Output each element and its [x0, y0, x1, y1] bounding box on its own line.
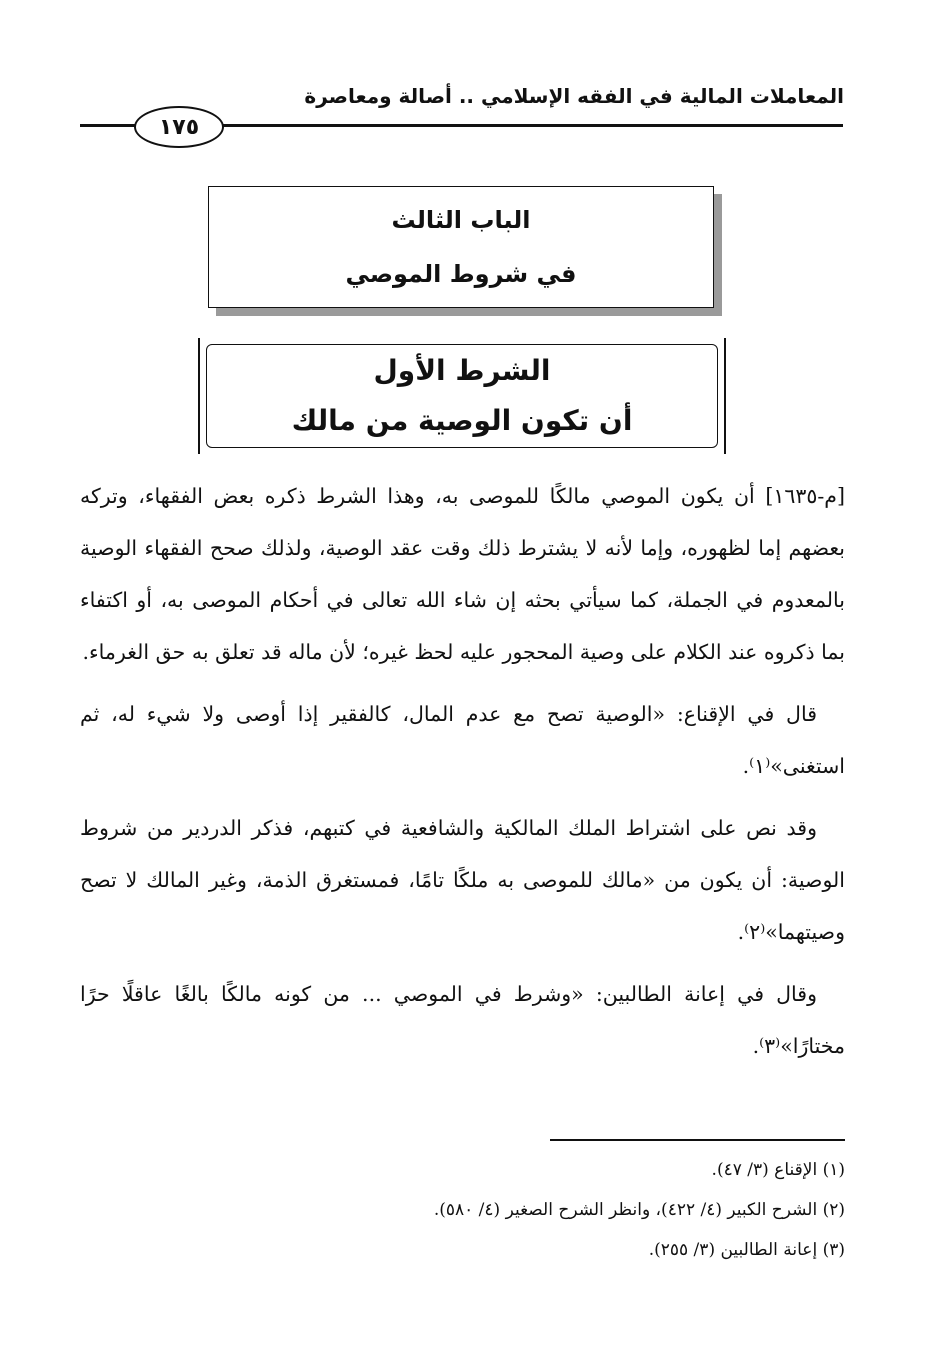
footnote-1: (١) الإقناع (٣/ ٤٧).	[711, 1160, 845, 1180]
chapter-title-box	[208, 186, 714, 308]
condition-heading: الشرط الأول	[373, 354, 551, 387]
condition-title-box	[198, 338, 726, 454]
page-number-badge	[134, 106, 224, 148]
paragraph-3: وقد نص على اشتراط الملك المالكية والشافعية في كتبهم، فذكر الدردير من شروط الوصية: أن يكون من «مالك للموصى به ملكًا تامًا، فمستغرق الذمة، وغير المالك لا تصح وصيتهما»⁽٢⁾.	[80, 816, 845, 944]
paragraph-4: وقال في إعانة الطالبين: «وشرط في الموصي ... من كونه مالكًا بالغًا عاقلًا حرًا مختارًا»⁽٣⁾.	[80, 982, 845, 1058]
body-text	[80, 470, 845, 1082]
paragraph-2: قال في الإقناع: «الوصية تصح مع عدم المال، كالفقير إذا أوصى ولا شيء له، ثم استغنى»⁽١⁾.	[80, 702, 845, 778]
book-title: المعاملات المالية في الفقه الإسلامي .. أصالة ومعاصرة	[304, 84, 844, 108]
chapter-heading: الباب الثالث	[391, 206, 531, 234]
running-header	[93, 84, 844, 108]
paragraph-1: [م-١٦٣٥] أن يكون الموصي مالكًا للموصى به، وهذا الشرط ذكره بعض الفقهاء، وتركه بعضهم إما لظهوره، وإما لأنه لا يشترط ذلك وقت عقد الوصية، ولذلك صحح الفقهاء الوصية بالمعدوم في الجملة، كما سيأتي بحثه إن شاء الله تعالى في أحكام الموصى به، أو اكتفاء بما ذكروه عند الكلام على وصية المحجور عليه لحظ غيره؛ لأن ماله قد تعلق به حق الغرماء.	[80, 484, 845, 664]
footnote-separator	[550, 1139, 845, 1141]
footnote-3: (٣) إعانة الطالبين (٣/ ٢٥٥).	[648, 1240, 845, 1260]
chapter-subheading: في شروط الموصي	[345, 260, 577, 288]
condition-subheading: أن تكون الوصية من مالك	[291, 404, 633, 437]
page-number: ١٧٥	[158, 114, 200, 140]
footnote-2: (٢) الشرح الكبير (٤/ ٤٢٢)، وانظر الشرح الصغير (٤/ ٥٨٠).	[433, 1200, 845, 1220]
footnotes	[80, 1150, 845, 1270]
